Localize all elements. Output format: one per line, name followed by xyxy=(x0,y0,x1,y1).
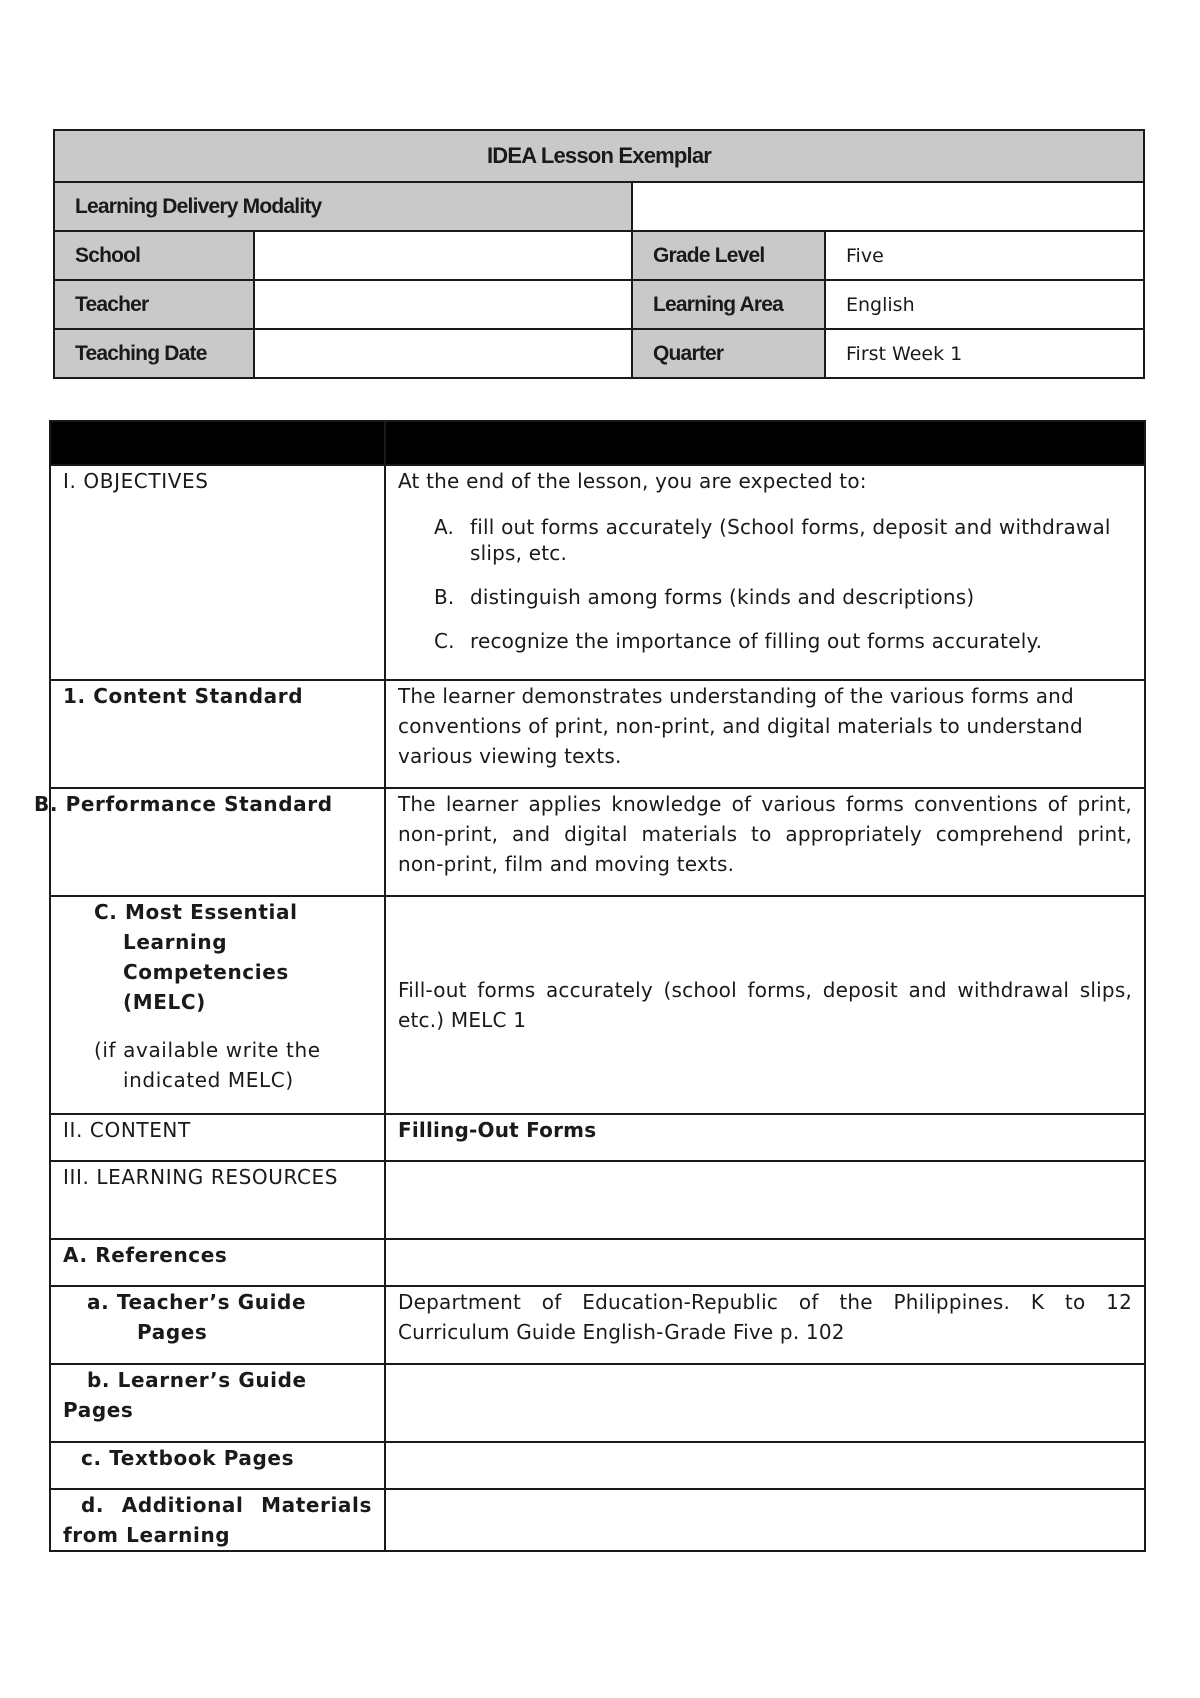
melc-note: (if available write the indicated MELC) xyxy=(94,1038,321,1092)
document-title: IDEA Lesson Exemplar xyxy=(54,130,1144,182)
melc-row xyxy=(50,896,1145,1114)
list-item-text: recognize the importance of filling out forms accurately. xyxy=(470,629,1043,653)
grade-level-value: Five xyxy=(825,231,1144,280)
resources-label: III. LEARNING RESOURCES xyxy=(50,1161,385,1239)
references-row xyxy=(50,1239,1145,1286)
objectives-label: I. OBJECTIVES xyxy=(50,465,385,680)
list-item-letter: B. xyxy=(434,585,455,609)
school-label: School xyxy=(54,231,254,280)
teachers-guide-text: Department of Education-Republic of the Philippines. K to 12 Curriculum Guide English-Grade Five p. 102 xyxy=(385,1286,1145,1364)
content-standard-label: 1. Content Standard xyxy=(50,680,385,788)
content-standard-row xyxy=(50,680,1145,788)
additional-materials-row xyxy=(50,1489,1145,1551)
teachers-guide-label: a. Teacher’s Guide Pages xyxy=(87,1290,307,1344)
learners-guide-row xyxy=(50,1364,1145,1442)
content-text: Filling-Out Forms xyxy=(385,1114,1145,1161)
performance-standard-text: The learner applies knowledge of various forms conventions of print, non-print, and digital materials to appropriately comprehend print, non-print, film and moving texts. xyxy=(385,788,1145,896)
performance-standard-row xyxy=(50,788,1145,896)
melc-label: C. Most Essential Learning Competencies (MELC) xyxy=(94,900,298,1014)
resources-row xyxy=(50,1161,1145,1239)
teaching-date-label: Teaching Date xyxy=(54,329,254,378)
additional-materials-value xyxy=(385,1489,1145,1551)
modality-label: Learning Delivery Modality xyxy=(54,182,632,231)
teacher-value xyxy=(254,280,632,329)
list-item-text: fill out forms accurately (School forms, deposit and withdrawal slips, etc. xyxy=(470,515,1111,565)
resources-value xyxy=(385,1161,1145,1239)
grade-level-label: Grade Level xyxy=(632,231,825,280)
learners-guide-label: b. Learner’s Guide Pages xyxy=(50,1364,385,1442)
list-item xyxy=(434,514,1132,566)
learning-area-label: Learning Area xyxy=(632,280,825,329)
learners-guide-value xyxy=(385,1364,1145,1442)
textbook-value xyxy=(385,1442,1145,1489)
header-cell xyxy=(385,421,1145,465)
list-item xyxy=(434,628,1132,654)
lesson-plan-table xyxy=(34,420,1146,1552)
list-item xyxy=(434,584,1132,610)
list-item-letter: A. xyxy=(434,515,455,539)
school-value xyxy=(254,231,632,280)
lesson-header-table xyxy=(53,129,1145,379)
list-item-letter: C. xyxy=(434,629,455,653)
content-label: II. CONTENT xyxy=(50,1114,385,1161)
textbook-label: c. Textbook Pages xyxy=(50,1442,385,1489)
content-standard-text: The learner demonstrates understanding of the various forms and conventions of print, non-print, and digital materials to understand various viewing texts. xyxy=(385,680,1145,788)
teaching-date-value xyxy=(254,329,632,378)
references-value xyxy=(385,1239,1145,1286)
additional-materials-label: d. Additional Materials from Learning xyxy=(50,1489,385,1551)
melc-text: Fill-out forms accurately (school forms, deposit and withdrawal slips, etc.) MELC 1 xyxy=(385,896,1145,1114)
teacher-label: Teacher xyxy=(54,280,254,329)
performance-standard-label: B. Performance Standard xyxy=(50,788,385,896)
teachers-guide-label-cell xyxy=(50,1286,385,1364)
objectives-cell xyxy=(385,465,1145,680)
quarter-label: Quarter xyxy=(632,329,825,378)
content-row xyxy=(50,1114,1145,1161)
teachers-guide-row xyxy=(50,1286,1145,1364)
learning-area-value: English xyxy=(825,280,1144,329)
melc-label-cell xyxy=(50,896,385,1114)
table-header-row xyxy=(50,421,1145,465)
objectives-intro: At the end of the lesson, you are expected to: xyxy=(398,469,867,493)
textbook-row xyxy=(50,1442,1145,1489)
header-cell xyxy=(50,421,385,465)
objectives-list xyxy=(398,514,1132,654)
quarter-value: First Week 1 xyxy=(825,329,1144,378)
objectives-row xyxy=(50,465,1145,680)
modality-value xyxy=(632,182,1144,231)
list-item-text: distinguish among forms (kinds and descriptions) xyxy=(470,585,975,609)
references-label: A. References xyxy=(50,1239,385,1286)
